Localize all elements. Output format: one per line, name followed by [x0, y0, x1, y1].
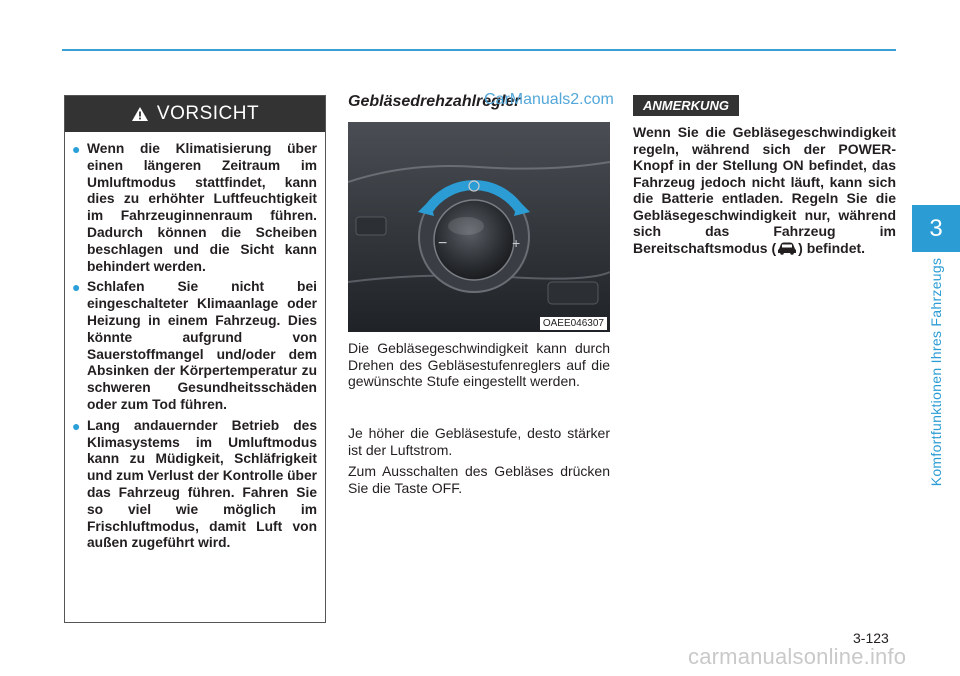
note-text-after: ) befindet. [798, 239, 866, 256]
chapter-title: Komfortfunktionen Ihres Fahrzeugs [928, 257, 944, 487]
figure-code: OAEE046307 [540, 317, 607, 330]
caution-item-text: Schlafen Sie nicht bei eingeschalteter Klimaanlage oder Heizung in einem Fahrzeug. Dies könnte aufgrund von Sauerstoffmangel und/oder dem Absinken der Körpertemperatur zu schweren Gesundheitsschäden oder zum Tod führen. [87, 279, 317, 412]
bullet-icon: ● [72, 141, 81, 157]
caution-item [72, 141, 317, 275]
top-rule [62, 49, 896, 51]
caution-item [72, 279, 317, 413]
caution-item-text: Lang andauernder Betrieb des Klimasystems im Umluftmodus kann zu Müdigkeit, Schläfrigkeit und zum Verlust der Kontrolle über das Fahrzeug führen. Fahren Sie so viel wie möglich im Frischluftmodus, damit Luft von außen zugeführt wird. [87, 417, 317, 551]
caution-item-text: Wenn die Klimatisierung über einen längeren Zeitraum im Umluftmodus stattfindet, kann dies zu erhöhter Luftfeuchtigkeit im Fahrzeuginnenraum führen. Dadurch können die Scheiben beschlagen und die Sicht kann behindert werden. [87, 141, 317, 274]
bullet-icon: ● [72, 417, 81, 434]
paragraph: Die Gebläsegeschwindigkeit kann durch Drehen des Gebläsestufenreglers auf die gewünschte Stufe eingestellt werden. [348, 340, 610, 389]
svg-text:+: + [512, 235, 521, 251]
note-label: ANMERKUNG [633, 95, 739, 116]
section-title: Gebläsedrehzahlregler [348, 93, 521, 110]
paragraph: Zum Ausschalten des Gebläses drücken Sie die Taste OFF. [348, 463, 610, 496]
page-number: 3-123 [853, 630, 889, 646]
note-text [633, 124, 896, 256]
caution-list [65, 132, 325, 552]
bullet-icon: ● [72, 279, 81, 296]
svg-text:−: − [438, 235, 448, 252]
fan-speed-knob-figure [348, 122, 610, 332]
warning-icon [131, 106, 149, 122]
fan-control-illustration [348, 122, 610, 332]
chapter-tab: 3 [912, 205, 960, 252]
caution-item [72, 417, 317, 552]
car-ready-icon [776, 241, 798, 255]
watermark: CarManuals2.com [484, 91, 614, 108]
caution-title: VORSICHT [156, 103, 260, 124]
footer-watermark: carmanualsonline.info [688, 644, 907, 669]
caution-box [64, 95, 326, 623]
note-text-before: Wenn Sie die Gebläsegeschwindigkeit regeln, während sich der POWER-Knopf in der Stellung ON befindet, das Fahrzeug jedoch nicht läuft, kann sich die Batterie entladen. Regeln Sie die Gebläsegeschwindigkeit nur, während sich das Fahrzeug im Bereitschaftsmodus ( [633, 124, 896, 256]
paragraph: Je höher die Gebläsestufe, desto stärker ist der Luftstrom. [348, 425, 610, 458]
caution-header [65, 96, 325, 132]
